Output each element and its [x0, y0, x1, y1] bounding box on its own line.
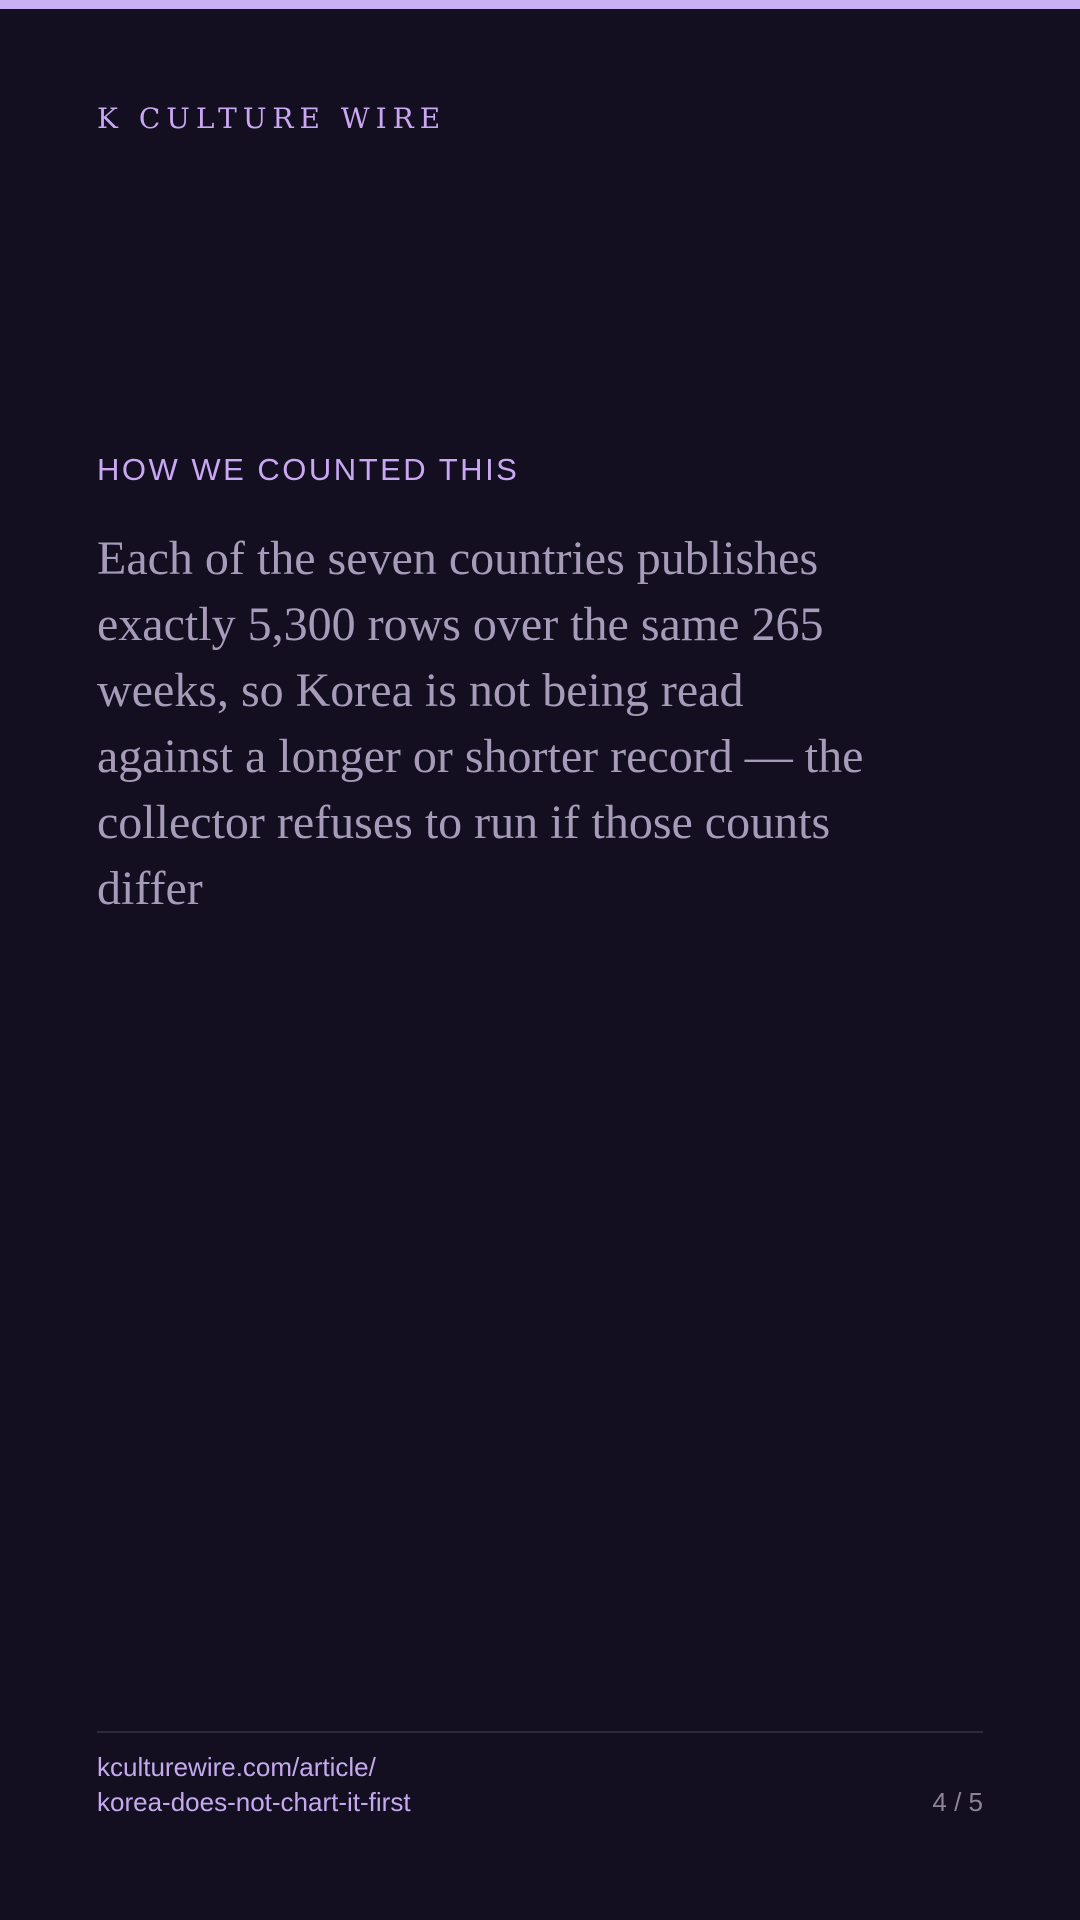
article-link[interactable] [97, 1750, 411, 1820]
article-link-line1: kculturewire.com/article/ [97, 1752, 376, 1782]
footer-divider [97, 1731, 983, 1733]
progress-bar [0, 0, 1080, 9]
brand-logo: K CULTURE WIRE [97, 102, 447, 135]
section-body: Each of the seven countries publishes exactly 5,300 rows over the same 265 weeks, so Korea is not being read against a longer or shorter record — the collector refuses to run if those counts differ [97, 532, 864, 915]
section-kicker: HOW WE COUNTED THIS [97, 452, 520, 487]
page-indicator: 4 / 5 [932, 1787, 983, 1817]
article-link-line2: korea-does-not-chart-it-first [97, 1787, 411, 1817]
